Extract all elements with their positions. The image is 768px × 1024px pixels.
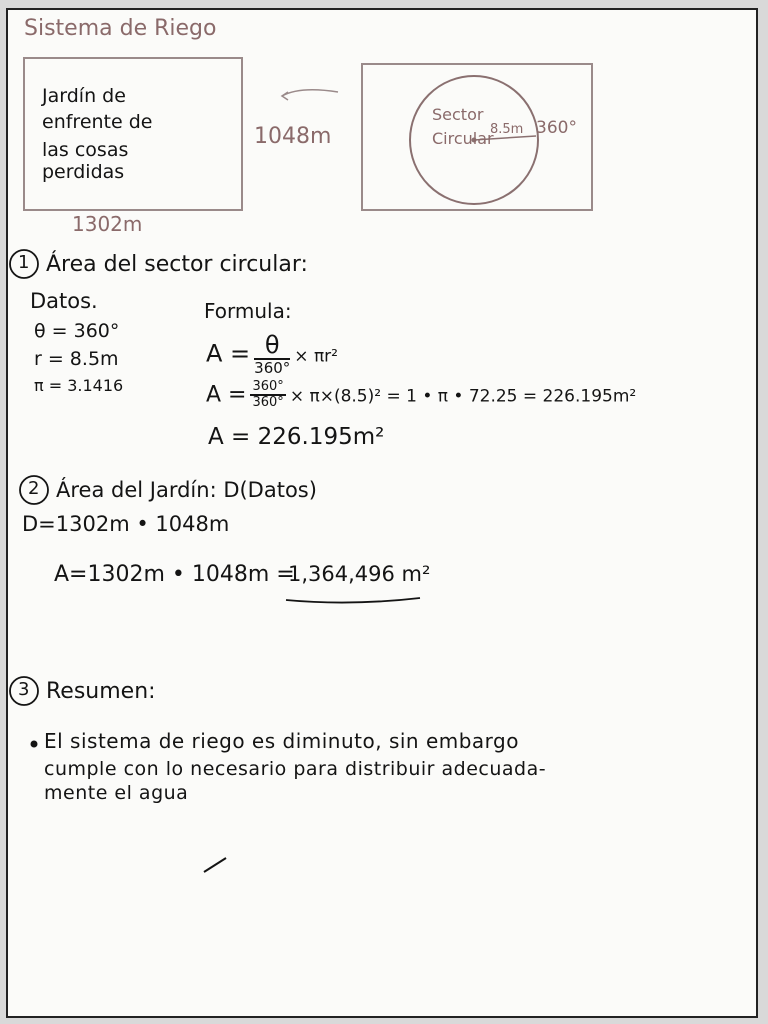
formula-2-numerator: 360° — [250, 380, 285, 396]
formula-2-lhs: A = — [206, 382, 247, 408]
formula-line-2 — [206, 380, 636, 411]
garden-label-line: enfrente de — [42, 110, 153, 133]
sector-label-line: Sector — [432, 105, 484, 124]
garden-label-line: Jardín de — [42, 85, 126, 107]
formula-1-rhs: × πr² — [294, 346, 338, 367]
check-mark-icon — [204, 858, 226, 872]
bullet-dot — [31, 741, 38, 748]
height-dimension-label: 1048m — [254, 124, 332, 149]
formula-1-fraction — [254, 332, 290, 377]
summary-line: cumple con lo necesario para distribuir adecuada- — [44, 758, 547, 780]
formula-1-lhs: A = — [206, 339, 251, 368]
formula-label: Formula: — [204, 299, 292, 323]
area-calculation: A=1302m • 1048m = — [54, 562, 295, 587]
curved-arrow-icon — [282, 90, 338, 96]
datos-item: π = 3.1416 — [34, 375, 124, 395]
formula-line-3: A = 226.195m² — [208, 424, 385, 450]
section-2-number: 2 — [28, 478, 40, 499]
area-result: 1,364,496 m² — [288, 562, 431, 586]
garden-label-line: perdidas — [42, 160, 125, 183]
formula-2-denominator: 360° — [252, 395, 284, 411]
section-1-heading: Área del sector circular: — [46, 252, 308, 277]
sector-label-line: Circular — [432, 129, 494, 149]
datos-item: r = 8.5m — [34, 347, 119, 370]
formula-1-denominator: 360° — [254, 359, 291, 378]
section-2-heading: Área del Jardín: D(Datos) — [56, 478, 317, 502]
d-line: D=1302m • 1048m — [22, 512, 230, 536]
width-dimension-label: 1302m — [72, 212, 143, 236]
datos-item: θ = 360° — [34, 320, 120, 342]
summary-line: mente el agua — [44, 781, 189, 804]
summary-paragraph — [44, 730, 546, 805]
sector-label — [432, 106, 494, 149]
section-3-heading: Resumen: — [46, 679, 156, 704]
angle-label: 360° — [536, 118, 577, 138]
datos-list — [34, 321, 123, 395]
result-underline — [286, 598, 420, 603]
garden-label — [42, 86, 152, 183]
formula-2-fraction — [250, 380, 285, 411]
formula-1-numerator: θ — [254, 332, 290, 360]
section-3-number: 3 — [18, 679, 30, 700]
formula-line-1 — [206, 332, 338, 377]
section-1-number: 1 — [18, 252, 30, 273]
summary-line: El sistema de riego es diminuto, sin embargo — [44, 729, 519, 753]
radius-label: 8.5m — [490, 122, 524, 137]
datos-label: Datos. — [30, 289, 98, 313]
page-title: Sistema de Riego — [24, 16, 217, 41]
garden-label-line: las cosas — [42, 138, 129, 161]
formula-2-rhs: × π×(8.5)² = 1 • π • 72.25 = 226.195m² — [289, 386, 637, 407]
